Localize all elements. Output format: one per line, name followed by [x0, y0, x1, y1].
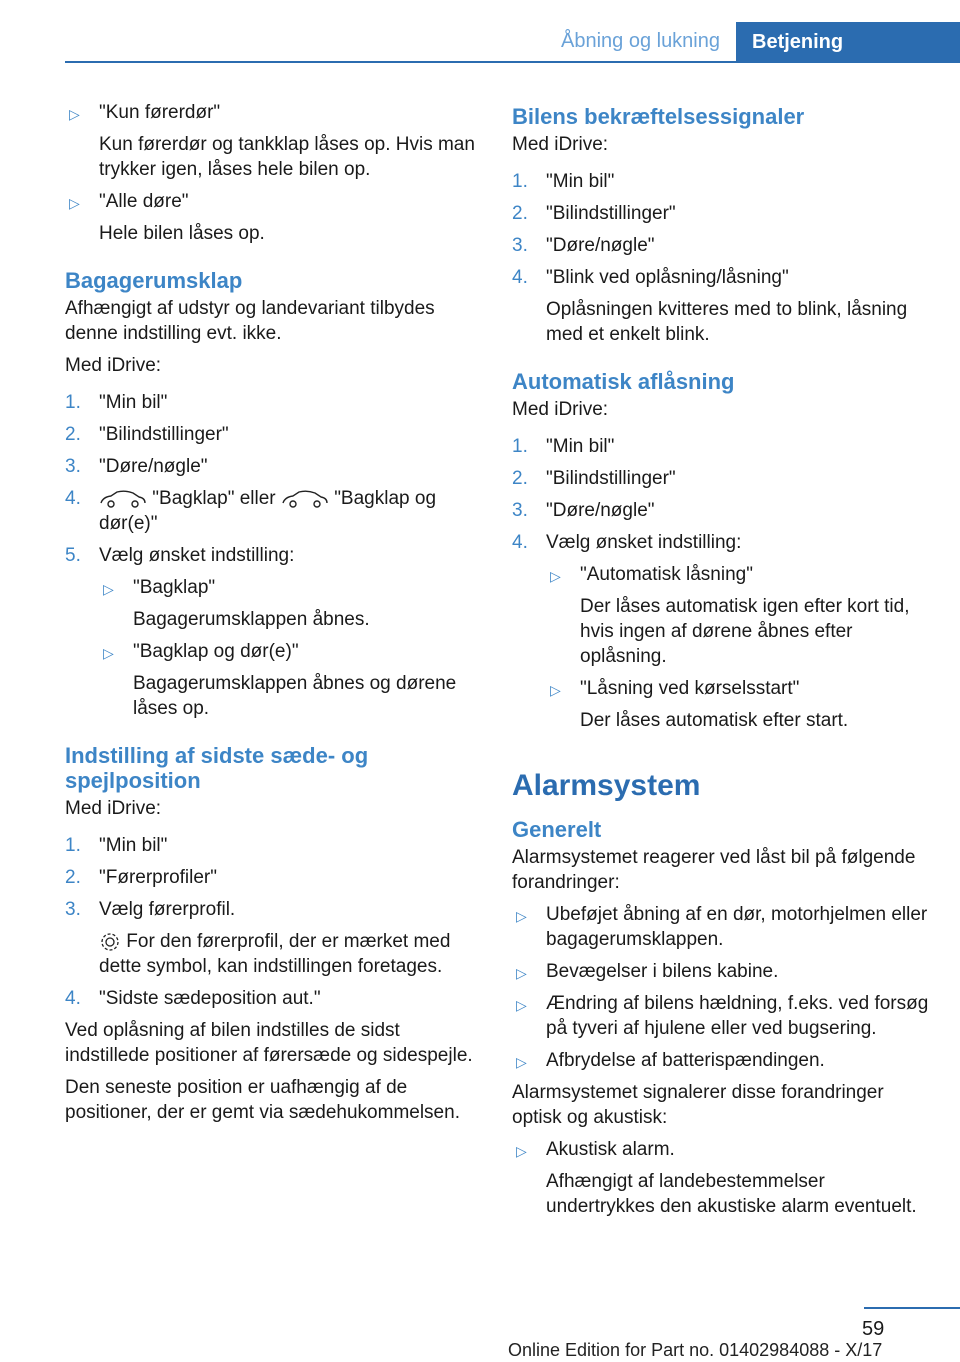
list-item: ▷ Afbrydelse af batterispændingen.: [512, 1048, 932, 1073]
list-item: ▷ "Automatisk låsning" Der låses automatisk igen efter kort tid, hvis ingen af dørene åbnes efter oplåsning.: [550, 564, 910, 667]
triangle-bullet-icon: ▷: [103, 645, 114, 661]
paragraph: Alarmsystemet reagerer ved låst bil på følgende forandringer:: [512, 847, 916, 893]
section-heading: Bagagerumsklap: [65, 268, 243, 293]
gear-icon: [99, 931, 121, 953]
list-item: ▷ "Bagklap" Bagagerumsklappen åbnes.: [103, 577, 370, 630]
list-item: 4. "Blink ved oplåsning/låsning" Oplåsningen kvitteres med to blink, låsning med et enkelt blink.: [512, 267, 908, 345]
left-column: [65, 100, 485, 1132]
chapter-heading: Alarmsystem: [512, 769, 701, 802]
list-item: 4. "Sidste sædeposition aut.": [65, 988, 321, 1009]
paragraph: Med iDrive:: [65, 798, 162, 819]
car-trunk-icon: [99, 489, 147, 509]
list-item: 2. "Bilindstillinger": [512, 203, 676, 224]
list-item: 3. "Døre/nøgle": [65, 456, 208, 477]
triangle-bullet-icon: ▷: [516, 908, 527, 924]
paragraph: Med iDrive:: [65, 355, 162, 376]
list-item: 3. "Døre/nøgle": [512, 235, 655, 256]
list-item: 1. "Min bil": [512, 171, 615, 192]
paragraph: Ved oplåsning af bilen indstilles de sidst indstillede positioner af førersæde og sidespejle.: [65, 1020, 473, 1066]
list-item: 4. Vælg ønsket indstilling:: [512, 532, 742, 553]
list-item: 2. "Bilindstillinger": [65, 424, 229, 445]
list-item: ▷ Ubeføjet åbning af en dør, motorhjelmen eller bagagerumsklappen.: [516, 904, 928, 950]
triangle-bullet-icon: ▷: [550, 568, 561, 584]
triangle-bullet-icon: ▷: [69, 195, 80, 211]
section-heading: Bilens bekræftelsessignaler: [512, 104, 805, 129]
section-heading: Indstilling af sidste sæde- og spejlposition: [65, 743, 369, 793]
triangle-bullet-icon: ▷: [516, 1054, 527, 1070]
paragraph: Afhængigt af udstyr og landevariant tilbydes denne indstilling evt. ikke.: [65, 298, 435, 344]
triangle-bullet-icon: ▷: [69, 106, 80, 122]
section-heading: Generelt: [512, 817, 602, 842]
list-item: ▷ "Bagklap og dør(e)" Bagagerumsklappen åbnes og dørene låses op.: [103, 641, 457, 719]
paragraph: Med iDrive:: [512, 134, 609, 155]
list-item: 3. "Døre/nøgle": [512, 500, 655, 521]
list-item: 3. Vælg førerprofil. For den førerprofil, der er mærket med dette symbol, kan indstillingen foretages.: [65, 899, 451, 977]
list-item: ▷ "Kun førerdør" Kun førerdør og tankklap låses op. Hvis man trykker igen, låses hele bilen op.: [69, 102, 475, 180]
list-item: 5. Vælg ønsket indstilling:: [65, 545, 295, 566]
paragraph: Den seneste position er uafhængig af de positioner, der er gemt via sædehukommelsen.: [65, 1077, 460, 1123]
triangle-bullet-icon: ▷: [516, 997, 527, 1013]
page-number: 59: [862, 1318, 885, 1340]
paragraph: Alarmsystemet signalerer disse forandringer optisk og akustisk:: [512, 1082, 884, 1128]
triangle-bullet-icon: ▷: [516, 1143, 527, 1159]
list-item: 1. "Min bil": [512, 436, 615, 457]
header-section: Åbning og lukning: [560, 30, 720, 52]
triangle-bullet-icon: ▷: [103, 581, 114, 597]
list-item: 1. "Min bil": [65, 392, 168, 413]
list-item: 4. "Bagklap" eller "Bagklap og dør(e)": [65, 488, 437, 534]
list-item: ▷ Bevægelser i bilens kabine.: [512, 959, 932, 984]
edition-note: Online Edition for Part no. 01402984088 - X/17: [508, 1340, 883, 1360]
footer-rule: [864, 1307, 960, 1309]
list-item: ▷ "Låsning ved kørselsstart" Der låses automatisk efter start.: [550, 678, 849, 731]
right-column: [512, 100, 932, 1226]
paragraph: Med iDrive:: [512, 399, 609, 420]
triangle-bullet-icon: ▷: [550, 682, 561, 698]
car-trunk-doors-icon: [281, 489, 329, 509]
header-tab: Betjening: [736, 22, 960, 62]
list-item: 2. "Førerprofiler": [65, 867, 217, 888]
list-item: ▷ Akustisk alarm. Afhængigt af landebestemmelser undertrykkes den akustiske alarm eventuelt.: [516, 1139, 917, 1217]
section-heading: Automatisk aflåsning: [512, 369, 735, 394]
list-item: ▷ Ændring af bilens hældning, f.eks. ved forsøg på tyveri af hjulene eller ved bugsering.: [516, 993, 929, 1039]
list-item: 1. "Min bil": [65, 835, 168, 856]
list-item: ▷ "Alle døre" Hele bilen låses op.: [69, 191, 265, 244]
triangle-bullet-icon: ▷: [516, 965, 527, 981]
list-item: 2. "Bilindstillinger": [512, 468, 676, 489]
